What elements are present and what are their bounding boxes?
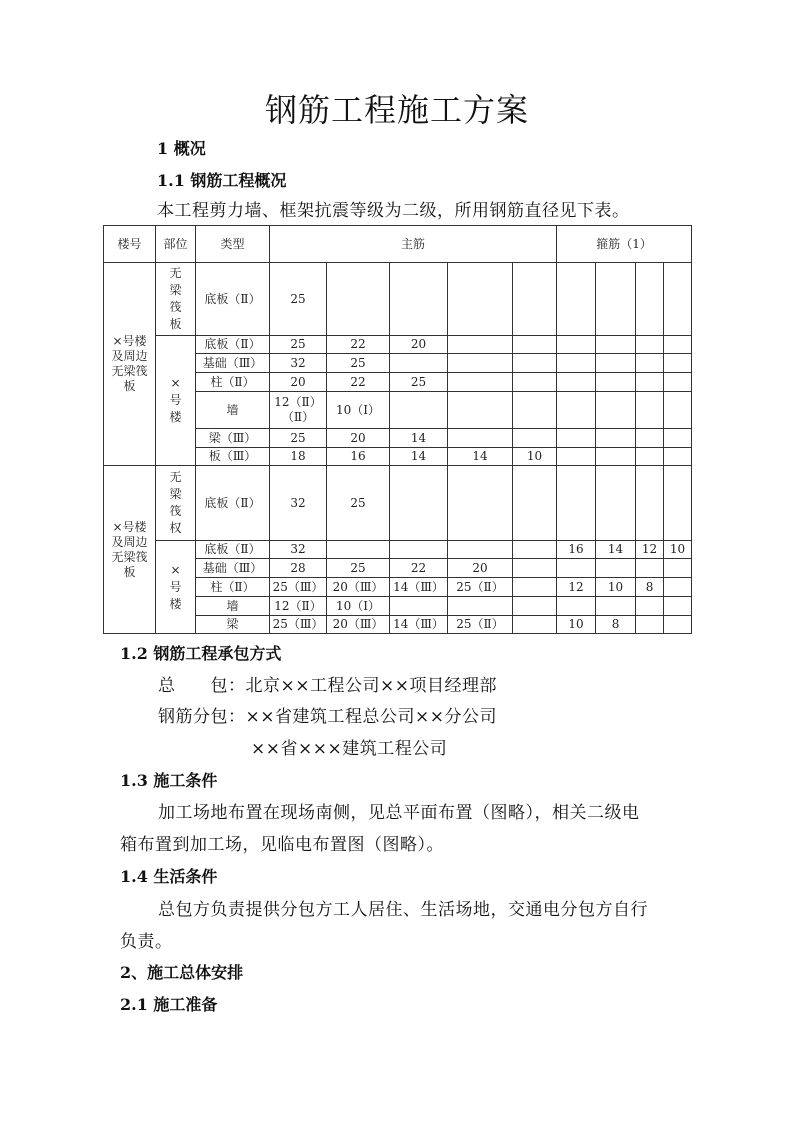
table-header-row xyxy=(104,226,692,263)
main-rebar-cell: 14（Ⅲ） xyxy=(390,616,448,634)
stirrup-cell xyxy=(557,597,596,616)
main-rebar-cell xyxy=(513,541,557,559)
stirrup-cell xyxy=(664,466,692,541)
stirrup-cell xyxy=(636,373,664,392)
main-rebar-cell xyxy=(390,263,448,336)
table-row xyxy=(104,336,692,354)
general-contractor-line xyxy=(158,674,497,698)
stirrup-cell xyxy=(664,616,692,634)
stirrup-cell xyxy=(664,354,692,373)
main-rebar-cell xyxy=(513,597,557,616)
stirrup-cell xyxy=(636,392,664,429)
stirrup-cell xyxy=(596,559,636,578)
paragraph-1-4-line1: 总包方负责提供分包方工人居住、生活场地，交通电分包方自行 xyxy=(158,900,648,920)
stirrup-cell xyxy=(596,263,636,336)
main-rebar-cell: 28 xyxy=(270,559,327,578)
main-rebar-cell: 12（Ⅱ） xyxy=(270,597,327,616)
stirrup-cell xyxy=(636,354,664,373)
main-rebar-cell xyxy=(513,616,557,634)
stirrup-cell xyxy=(636,336,664,354)
main-rebar-cell xyxy=(448,263,513,336)
main-rebar-cell xyxy=(448,354,513,373)
paragraph-1-3-line1: 加工场地布置在现场南侧，见总平面布置（图略），相关二级电 xyxy=(158,803,640,823)
type-cell: 梁（Ⅲ） xyxy=(196,429,270,448)
stirrup-cell: 10 xyxy=(664,541,692,559)
main-rebar-cell: 25（Ⅱ） xyxy=(448,578,513,597)
rebar-subcontractor-value-2: ××省×××建筑工程公司 xyxy=(251,739,448,759)
stirrup-cell xyxy=(596,392,636,429)
stirrup-cell xyxy=(557,448,596,466)
type-cell: 基础（Ⅲ） xyxy=(196,354,270,373)
main-rebar-cell xyxy=(513,392,557,429)
main-rebar-cell: 25 xyxy=(327,466,390,541)
main-rebar-cell: 32 xyxy=(270,541,327,559)
rebar-diameter-table xyxy=(103,225,692,634)
type-cell: 板（Ⅲ） xyxy=(196,448,270,466)
stirrup-cell: 8 xyxy=(636,578,664,597)
main-rebar-cell xyxy=(448,373,513,392)
heading-1: 1 概况 xyxy=(157,139,206,158)
header-building: 楼号 xyxy=(104,226,156,263)
header-type: 类型 xyxy=(196,226,270,263)
rebar-subcontractor-line xyxy=(158,705,497,729)
type-cell: 底板（Ⅱ） xyxy=(196,263,270,336)
main-rebar-cell xyxy=(390,466,448,541)
main-rebar-cell: 25 xyxy=(327,559,390,578)
stirrup-cell xyxy=(636,597,664,616)
stirrup-cell xyxy=(636,559,664,578)
rebar-subcontractor-value-1: ××省建筑工程总公司××分公司 xyxy=(245,707,497,727)
main-rebar-cell: 32 xyxy=(270,466,327,541)
table-row xyxy=(104,541,692,559)
location-cell: 无梁筏板 xyxy=(156,263,196,336)
stirrup-cell: 12 xyxy=(636,541,664,559)
main-rebar-cell xyxy=(513,429,557,448)
stirrup-cell xyxy=(636,616,664,634)
paragraph-1-4-line2: 负责。 xyxy=(120,932,173,952)
general-contractor-label: 总 包： xyxy=(158,676,246,696)
heading-2: 2、施工总体安排 xyxy=(120,963,244,982)
stirrup-cell xyxy=(557,559,596,578)
main-rebar-cell xyxy=(513,336,557,354)
stirrup-cell xyxy=(596,466,636,541)
main-rebar-cell: 18 xyxy=(270,448,327,466)
stirrup-cell xyxy=(636,263,664,336)
main-rebar-cell: 16 xyxy=(327,448,390,466)
main-rebar-cell: 25（Ⅱ） xyxy=(448,616,513,634)
main-rebar-cell: 32 xyxy=(270,354,327,373)
stirrup-cell xyxy=(664,578,692,597)
main-rebar-cell: 14 xyxy=(448,448,513,466)
stirrup-cell xyxy=(596,336,636,354)
stirrup-cell: 12 xyxy=(557,578,596,597)
main-rebar-cell: 25（Ⅲ） xyxy=(270,616,327,634)
heading-1-2: 1.2 钢筋工程承包方式 xyxy=(120,644,282,663)
main-rebar-cell: 22 xyxy=(327,373,390,392)
stirrup-cell xyxy=(557,392,596,429)
main-rebar-cell xyxy=(448,541,513,559)
stirrup-cell xyxy=(664,597,692,616)
stirrup-cell: 16 xyxy=(557,541,596,559)
main-rebar-cell: 20（Ⅲ） xyxy=(327,578,390,597)
main-rebar-cell xyxy=(448,466,513,541)
stirrup-cell xyxy=(636,466,664,541)
stirrup-cell xyxy=(596,448,636,466)
location-cell: ×号楼 xyxy=(156,336,196,466)
type-cell: 墙 xyxy=(196,597,270,616)
rebar-subcontractor-label: 钢筋分包： xyxy=(158,707,246,727)
general-contractor-value: 北京××工程公司××项目经理部 xyxy=(245,676,497,696)
stirrup-cell xyxy=(596,373,636,392)
main-rebar-cell xyxy=(513,466,557,541)
stirrup-cell xyxy=(596,597,636,616)
stirrup-cell xyxy=(557,429,596,448)
main-rebar-cell: 25 xyxy=(270,429,327,448)
main-rebar-cell: 25 xyxy=(327,354,390,373)
main-rebar-cell xyxy=(390,597,448,616)
header-stirrup: 箍筋（1） xyxy=(557,226,692,263)
main-rebar-cell: 20 xyxy=(448,559,513,578)
document-title: 钢筋工程施工方案 xyxy=(264,91,529,129)
stirrup-cell: 8 xyxy=(596,616,636,634)
main-rebar-cell: 10（Ⅰ） xyxy=(327,392,390,429)
main-rebar-cell: 20（Ⅲ） xyxy=(327,616,390,634)
stirrup-cell: 14 xyxy=(596,541,636,559)
stirrup-cell xyxy=(557,336,596,354)
main-rebar-cell: 25（Ⅲ） xyxy=(270,578,327,597)
main-rebar-cell xyxy=(513,263,557,336)
stirrup-cell xyxy=(596,354,636,373)
main-rebar-cell xyxy=(448,429,513,448)
main-rebar-cell xyxy=(327,263,390,336)
stirrup-cell xyxy=(557,263,596,336)
stirrup-cell xyxy=(596,429,636,448)
paragraph-1-3-line2: 箱布置到加工场，见临电布置图（图略）。 xyxy=(120,835,444,855)
heading-1-3: 1.3 施工条件 xyxy=(120,771,218,790)
main-rebar-cell xyxy=(390,354,448,373)
heading-1-4: 1.4 生活条件 xyxy=(120,867,218,886)
main-rebar-cell xyxy=(327,541,390,559)
main-rebar-cell xyxy=(448,392,513,429)
main-rebar-cell: 20 xyxy=(390,336,448,354)
table-row xyxy=(104,466,692,541)
stirrup-cell xyxy=(664,336,692,354)
main-rebar-cell: 20 xyxy=(270,373,327,392)
type-cell: 柱（Ⅱ） xyxy=(196,373,270,392)
type-cell: 底板（Ⅱ） xyxy=(196,541,270,559)
building-cell: ×号楼及周边无梁筏板 xyxy=(104,466,156,634)
main-rebar-cell: 25 xyxy=(270,263,327,336)
main-rebar-cell xyxy=(448,597,513,616)
main-rebar-cell: 14 xyxy=(390,448,448,466)
stirrup-cell: 10 xyxy=(557,616,596,634)
building-cell: ×号楼及周边无梁筏板 xyxy=(104,263,156,466)
type-cell: 梁 xyxy=(196,616,270,634)
stirrup-cell xyxy=(636,429,664,448)
main-rebar-cell xyxy=(390,541,448,559)
type-cell: 底板（Ⅱ） xyxy=(196,336,270,354)
stirrup-cell xyxy=(664,263,692,336)
main-rebar-cell: 22 xyxy=(390,559,448,578)
type-cell: 基础（Ⅲ） xyxy=(196,559,270,578)
main-rebar-cell xyxy=(390,392,448,429)
main-rebar-cell: 14 xyxy=(390,429,448,448)
header-location: 部位 xyxy=(156,226,196,263)
main-rebar-cell: 10（Ⅰ） xyxy=(327,597,390,616)
main-rebar-cell xyxy=(513,373,557,392)
main-rebar-cell xyxy=(448,336,513,354)
stirrup-cell: 10 xyxy=(596,578,636,597)
type-cell: 墙 xyxy=(196,392,270,429)
stirrup-cell xyxy=(557,373,596,392)
stirrup-cell xyxy=(664,559,692,578)
stirrup-cell xyxy=(557,354,596,373)
stirrup-cell xyxy=(664,373,692,392)
main-rebar-cell: 20 xyxy=(327,429,390,448)
main-rebar-cell: 25 xyxy=(270,336,327,354)
main-rebar-cell xyxy=(513,559,557,578)
main-rebar-cell: 10 xyxy=(513,448,557,466)
main-rebar-cell xyxy=(513,354,557,373)
stirrup-cell xyxy=(636,448,664,466)
main-rebar-cell xyxy=(513,578,557,597)
type-cell: 柱（Ⅱ） xyxy=(196,578,270,597)
heading-1-1: 1.1 钢筋工程概况 xyxy=(157,171,287,190)
main-rebar-cell: 14（Ⅲ） xyxy=(390,578,448,597)
stirrup-cell xyxy=(664,429,692,448)
main-rebar-cell: 12（Ⅱ）（Ⅱ） xyxy=(270,392,327,429)
stirrup-cell xyxy=(557,466,596,541)
header-main-rebar: 主筋 xyxy=(270,226,557,263)
location-cell: ×号楼 xyxy=(156,541,196,634)
stirrup-cell xyxy=(664,448,692,466)
stirrup-cell xyxy=(664,392,692,429)
type-cell: 底板（Ⅱ） xyxy=(196,466,270,541)
paragraph-1-1: 本工程剪力墙、框架抗震等级为二级，所用钢筋直径见下表。 xyxy=(157,201,630,221)
heading-2-1: 2.1 施工准备 xyxy=(120,995,218,1014)
table-row xyxy=(104,263,692,336)
main-rebar-cell: 22 xyxy=(327,336,390,354)
location-cell: 无梁筏权 xyxy=(156,466,196,541)
main-rebar-cell: 25 xyxy=(390,373,448,392)
